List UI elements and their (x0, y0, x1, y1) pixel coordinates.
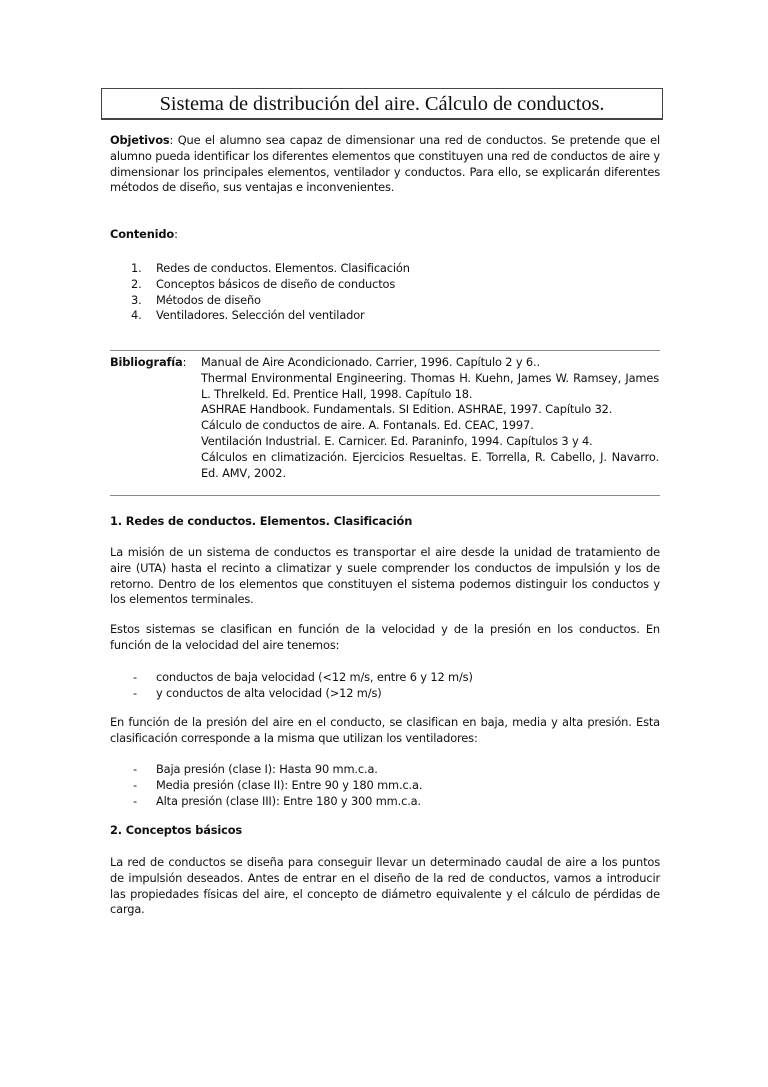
document-title: Sistema de distribución del aire. Cálculo de conductos. (101, 88, 663, 120)
section-1-heading: 1. Redes de conductos. Elementos. Clasificación (110, 514, 413, 528)
contenido-colon: : (174, 227, 178, 241)
bibliografia-label: Bibliografía (110, 355, 183, 369)
dash-marker: - (133, 685, 137, 700)
list-item-text: Métodos de diseño (156, 292, 261, 307)
bibliography-entry: Cálculos en climatización. Ejercicios Resueltas. E. Torrella, R. Cabello, J. Navarro. Ed. AMV, 2002. (201, 449, 659, 480)
objetivos-paragraph (110, 133, 660, 196)
bibliography-entry: Manual de Aire Acondicionado. Carrier, 1996. Capítulo 2 y 6.. (201, 355, 540, 369)
bibliography-list (201, 355, 659, 481)
section-2-paragraph-1: La red de conductos se diseña para conseguir llevar un determinado caudal de aire a los puntos de impulsión deseados. Antes de entrar en el diseño de la red de conductos, vamos a introducir las propiedades físicas del aire, el concepto de diámetro equivalente y el cálculo de pérdidas de carga. (110, 855, 660, 917)
list-number: 1. (131, 261, 142, 275)
list-item (110, 794, 650, 810)
list-item-text: Redes de conductos. Elementos. Clasificación (156, 261, 410, 275)
dash-marker: - (133, 793, 137, 808)
list-item (110, 308, 650, 324)
list-item-text: Conceptos básicos de diseño de conductos (156, 276, 396, 291)
bibliografia-heading (110, 355, 186, 371)
list-number: 3. (131, 292, 142, 307)
section-1-paragraph-2: Estos sistemas se clasifican en función de la velocidad y de la presión en los conductos. En función de la velocidad del aire tenemos: (110, 622, 660, 652)
velocity-list (110, 670, 650, 702)
section-1-paragraph-3: En función de la presión del aire en el conducto, se clasifican en baja, media y alta presión. Esta clasificación corresponde a la misma que utilizan los ventiladores: (110, 715, 660, 745)
list-item-text: y conductos de alta velocidad (>12 m/s) (156, 685, 382, 700)
bibliography-top-rule (110, 350, 660, 351)
bibliography-entry: ASHRAE Handbook. Fundamentals. SI Edition. ASHRAE, 1997. Capítulo 32. (201, 402, 613, 417)
objetivos-label: Objetivos (110, 133, 170, 147)
list-item (110, 670, 650, 686)
bibliography-entry: Ventilación Industrial. E. Carnicer. Ed. Paraninfo, 1994. Capítulos 3 y 4. (201, 433, 593, 448)
list-item-text: Ventiladores. Selección del ventilador (156, 308, 365, 323)
list-item (110, 686, 650, 702)
list-item-text: conductos de baja velocidad (<12 m/s, entre 6 y 12 m/s) (156, 670, 473, 684)
contenido-label: Contenido (110, 227, 175, 241)
dash-marker: - (133, 762, 137, 776)
bibliography-entry: Thermal Environmental Engineering. Thomas H. Kuehn, James W. Ramsey, James L. Threlkeld. Ed. Prentice Hall, 1998. Capítulo 18. (201, 370, 659, 401)
contenido-heading (110, 227, 660, 243)
bibliography-entry: Cálculo de conductos de aire. A. Fontanals. Ed. CEAC, 1997. (201, 418, 534, 433)
list-number: 4. (131, 308, 142, 323)
section-2-heading: 2. Conceptos básicos (110, 823, 243, 837)
list-item (110, 762, 650, 778)
list-item-text: Baja presión (clase I): Hasta 90 mm.c.a. (156, 762, 378, 776)
list-item-text: Media presión (clase II): Entre 90 y 180 mm.c.a. (156, 777, 423, 792)
list-item-text: Alta presión (clase III): Entre 180 y 300 mm.c.a. (156, 793, 421, 808)
section-1-paragraph-1: La misión de un sistema de conductos es transportar el aire desde la unidad de tratamiento de aire (UTA) hasta el recinto a climatizar y suele comprender los conductos de impulsión y los de retorno. Dentro de los elementos que constituyen el sistema podemos distinguir los conductos y los elementos terminales. (110, 545, 660, 607)
contenido-list (110, 261, 650, 324)
dash-marker: - (133, 777, 137, 792)
bibliography-bottom-rule (110, 495, 660, 496)
objetivos-text: : Que el alumno sea capaz de dimensionar una red de conductos. Se pretende que el alumno pueda identificar los diferentes elementos que constituyen una red de conductos de aire y dimensionar los principales elementos, ventilador y conductos. Para ello, se explicarán diferentes métodos de diseño, sus ventajas e inconvenientes. (110, 133, 660, 195)
list-item (110, 277, 650, 293)
bibliografia-colon: : (182, 355, 187, 369)
dash-marker: - (133, 670, 137, 684)
list-item (110, 293, 650, 309)
list-item (110, 261, 650, 277)
pressure-list (110, 762, 650, 809)
list-number: 2. (131, 276, 142, 291)
list-item (110, 778, 650, 794)
